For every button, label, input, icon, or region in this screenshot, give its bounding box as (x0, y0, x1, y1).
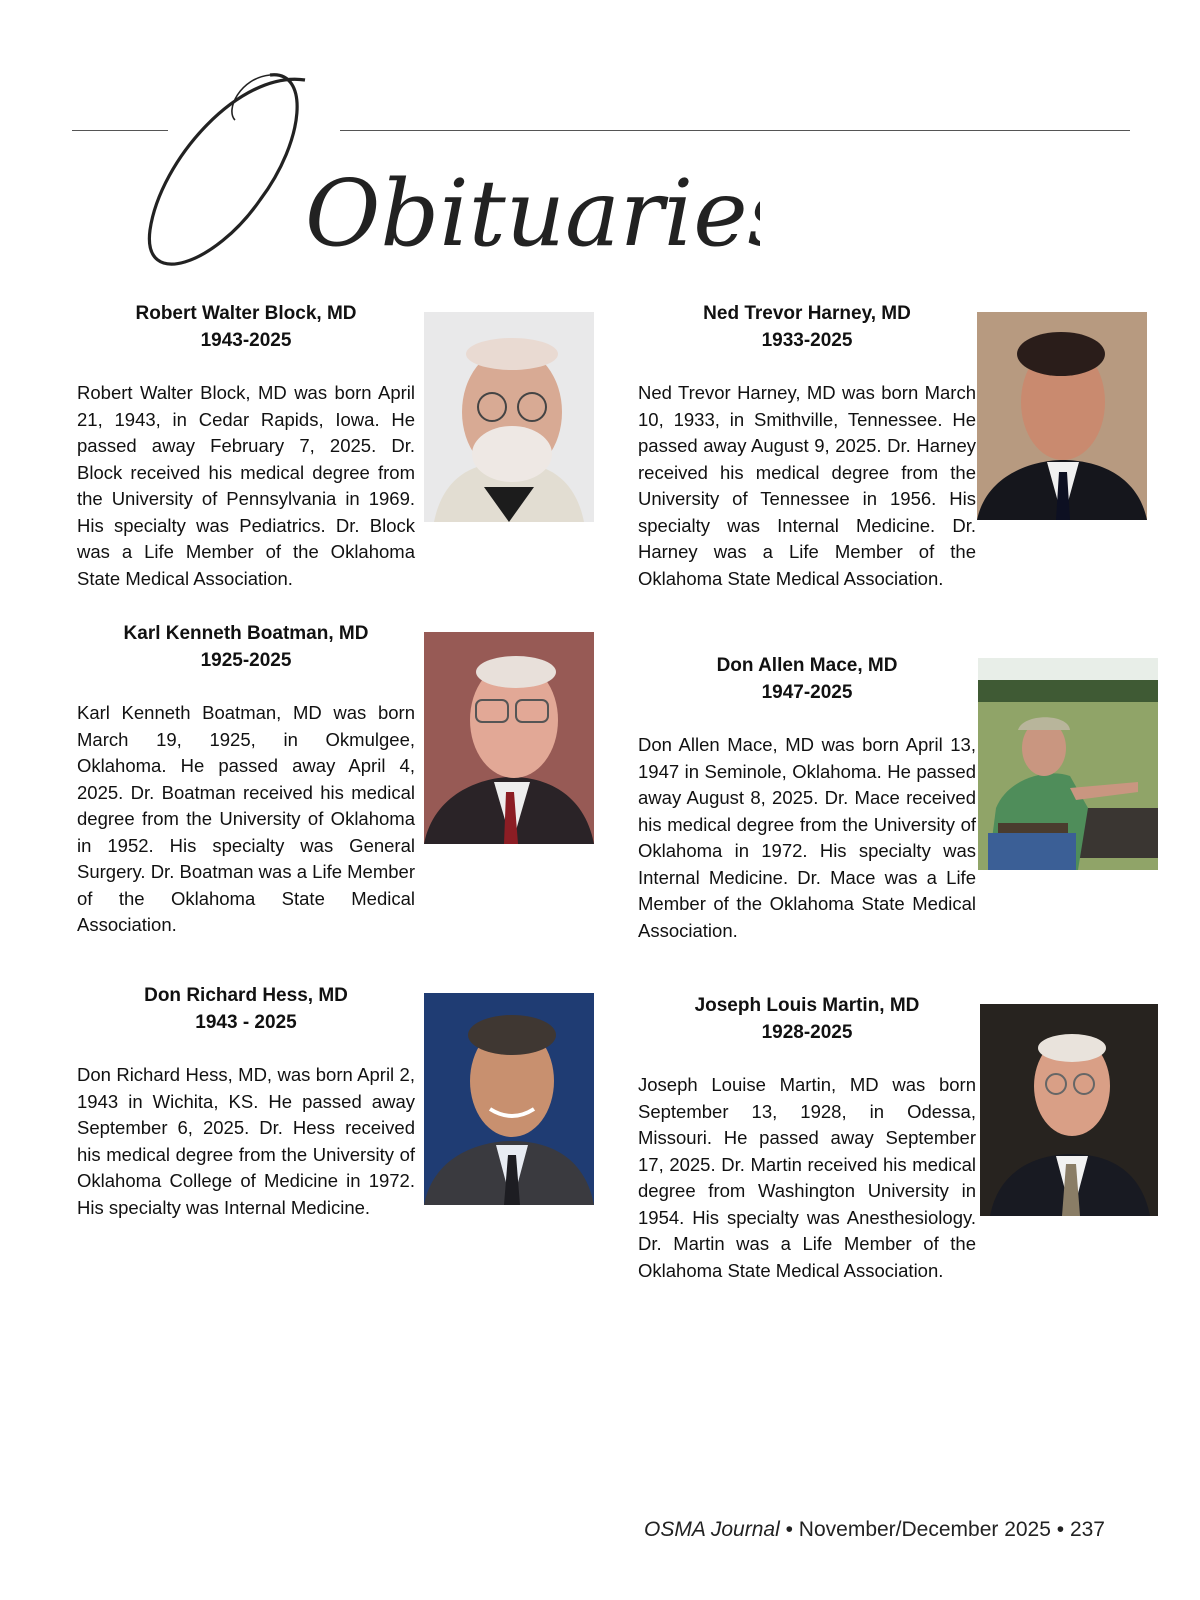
obituary-bio: Don Allen Mace, MD was born April 13, 1947 in Seminole, Oklahoma. He passed away August 8, 2025. Dr. Mace received his medical degree from the University of Oklahoma in 1972. His specialty was Internal Medicine. Dr. Mace was a Life Member of the Oklahoma State Medical Association. (638, 734, 976, 941)
obituary-years: 1943 - 2025 (195, 1012, 297, 1033)
obituary-bio: Robert Walter Block, MD was born April 21, 1943, in Cedar Rapids, Iowa. He passed away February 7, 2025. Dr. Block received his medical degree from the University of Pennsylvania in 1969. His specialty was Pediatrics. Dr. Block was a Life Member of the Oklahoma State Medical Association. (77, 382, 415, 589)
portrait-photo (980, 1004, 1158, 1216)
footer-issue: November/December 2025 (798, 1518, 1051, 1541)
page-title-text: Obituaries (305, 160, 760, 267)
obituary-name: Robert Walter Block, MD (135, 303, 357, 324)
obituary-name: Ned Trevor Harney, MD (703, 303, 911, 324)
page-number: 237 (1069, 1518, 1105, 1541)
outdoor-portrait-photo (978, 658, 1158, 870)
obituary-years: 1947-2025 (761, 682, 853, 703)
obituary-bio: Don Richard Hess, MD, was born April 2, 1943 in Wichita, KS. He passed away September 6, 2025. Dr. Hess received his medical degree from the University of Oklahoma College of Medicine in 1972. His specialty was Internal Medicine. (77, 1064, 415, 1218)
portrait-photo (424, 993, 594, 1205)
footer-separator: • (779, 1518, 799, 1541)
obituary-name: Don Richard Hess, MD (144, 985, 348, 1006)
obituary-bio: Karl Kenneth Boatman, MD was born March 19, 1925, in Okmulgee, Oklahoma. He passed away April 4, 2025. Dr. Boatman received his medical degree from the University of Oklahoma in 1952. His specialty was General Surgery. Dr. Boatman was a Life Member of the Oklahoma State Medical Association. (77, 702, 415, 935)
page-title (120, 50, 760, 280)
portrait-photo (424, 632, 594, 844)
footer-journal: OSMA Journal (643, 1518, 780, 1541)
obituary-name: Joseph Louis Martin, MD (694, 995, 920, 1016)
footer-separator: • (1050, 1518, 1070, 1541)
obituary-bio: Joseph Louise Martin, MD was born September 13, 1928, in Odessa, Missouri. He passed away September 17, 2025. Dr. Martin received his medical degree from Washington University in 1954. His specialty was Anesthesiology. Dr. Martin was a Life Member of the Oklahoma State Medical Association. (638, 1074, 976, 1281)
page-footer (644, 1518, 1105, 1542)
obituary-bio: Ned Trevor Harney, MD was born March 10, 1933, in Smithville, Tennessee. He passed away August 9, 2025. Dr. Harney received his medical degree from the University of Tennessee in 1956. His specialty was Internal Medicine. Dr. Harney was a Life Member of the Oklahoma State Medical Association. (638, 382, 976, 589)
obituary-name: Don Allen Mace, MD (716, 655, 898, 676)
portrait-photo (977, 312, 1147, 520)
obituary-years: 1943-2025 (200, 330, 292, 351)
obituary-years: 1928-2025 (761, 1022, 853, 1043)
obituary-years: 1933-2025 (761, 330, 853, 351)
portrait-photo (424, 312, 594, 522)
obituary-name: Karl Kenneth Boatman, MD (123, 623, 369, 644)
obituary-years: 1925-2025 (200, 650, 292, 671)
